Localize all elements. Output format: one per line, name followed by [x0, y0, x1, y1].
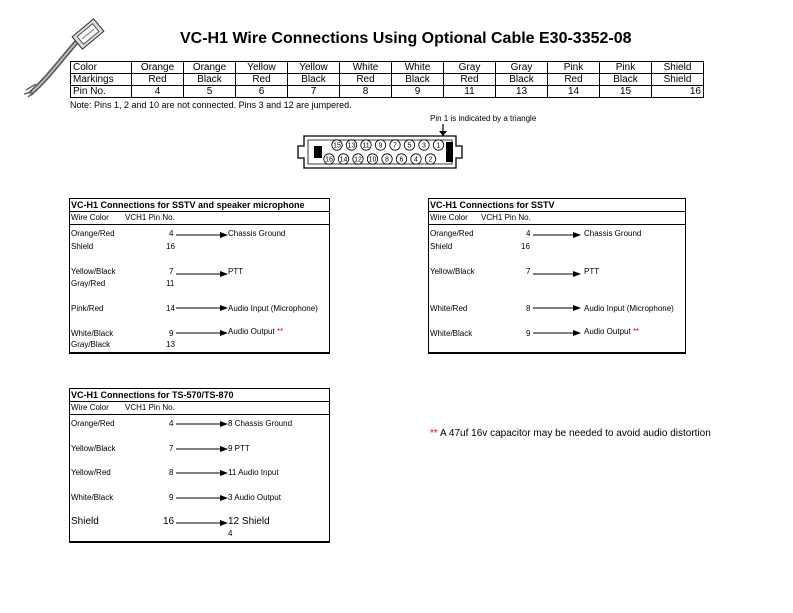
wire-label: Orange/Red: [71, 229, 115, 238]
pin-label: 4: [169, 419, 174, 428]
asterisk-marker: **: [276, 327, 284, 336]
table-cell: Pink: [548, 62, 600, 74]
sstv-speaker-mic-box: [69, 198, 330, 354]
pin-label: 14: [166, 304, 175, 313]
box-title: VC-H1 Connections for SSTV and speaker microphone: [70, 199, 329, 212]
pin-number: 7: [393, 142, 397, 150]
pin-label: 8: [526, 304, 531, 313]
table-cell: Yellow: [288, 62, 340, 74]
pin-number-header: VCH1 Pin No.: [125, 403, 175, 412]
arrow: [176, 518, 236, 528]
note-text: Note: Pins 1, 2 and 10 are not connected. Pins 3 and 12 are jumpered.: [70, 100, 352, 110]
wire-color-header: Wire Color: [71, 403, 109, 412]
table-cell: Orange: [132, 62, 184, 74]
connector-pin: [390, 140, 400, 150]
wire-label: Orange/Red: [71, 419, 115, 428]
destination-label: 12 Shield: [228, 516, 270, 527]
table-cell: Red: [132, 74, 184, 86]
pin-label: 7: [526, 267, 531, 276]
wire-label: White/Red: [430, 304, 468, 313]
connector-pin: [425, 154, 435, 164]
table-cell: 11: [444, 86, 496, 98]
table-cell: Shield: [652, 74, 704, 86]
wire-label: Shield: [71, 242, 94, 251]
table-cell: Red: [444, 74, 496, 86]
connector-pin: [353, 154, 363, 164]
wire-label: Yellow/Red: [71, 468, 111, 477]
ts570-ts870-box: [69, 388, 330, 543]
pin-number: 13: [347, 142, 356, 150]
arrow: [176, 468, 236, 478]
asterisk-marker: **: [632, 327, 640, 336]
wire-color-header: Wire Color: [71, 213, 109, 222]
box-column-headers: [429, 212, 685, 225]
footnote: [430, 428, 711, 439]
pin-number-header: VCH1 Pin No.: [481, 213, 531, 222]
table-cell: Pink: [600, 62, 652, 74]
table-row: [71, 74, 704, 86]
page-title: VC-H1 Wire Connections Using Optional Cable E30-3352-08: [180, 30, 632, 47]
wire-label: Pink/Red: [71, 304, 104, 313]
destination-text: Audio Output: [584, 327, 631, 336]
table-cell: 5: [184, 86, 236, 98]
wire-label: White/Black: [71, 329, 114, 338]
pin-label: 13: [166, 340, 175, 349]
pin-number: 2: [428, 156, 433, 164]
connector-pin: [332, 140, 342, 150]
pin-number: 1: [436, 142, 441, 150]
table-cell: Black: [600, 74, 652, 86]
destination-extra-pin: 4: [228, 529, 233, 538]
table-cell: Black: [184, 74, 236, 86]
table-cell: 13: [496, 86, 548, 98]
destination-label: Chassis Ground: [228, 229, 286, 238]
destination-label: [228, 327, 283, 336]
pin-number: 10: [368, 156, 377, 164]
wire-color-header: Wire Color: [430, 213, 468, 222]
wire-color-table: [70, 61, 704, 98]
pin1-note: Pin 1 is indicated by a triangle: [430, 114, 537, 123]
table-row: [71, 62, 704, 74]
footnote-text: A 47uf 16v capacitor may be needed to avoid audio distortion: [440, 428, 711, 439]
connector-pin: [411, 154, 421, 164]
table-cell: 6: [236, 86, 288, 98]
box-title: VC-H1 Connections for SSTV: [429, 199, 685, 212]
connector-pin: [419, 140, 429, 150]
table-cell: 14: [548, 86, 600, 98]
table-cell: White: [340, 62, 392, 74]
connector-pin: [404, 140, 414, 150]
table-cell: Gray: [496, 62, 548, 74]
pin-number-header: VCH1 Pin No.: [125, 213, 175, 222]
destination-label: PTT: [584, 267, 600, 276]
destination-label: Audio Input (Microphone): [584, 304, 674, 313]
pin-number: 8: [385, 156, 389, 164]
row-label: Markings: [71, 74, 132, 86]
wire-label: White/Black: [430, 329, 473, 338]
pin-label: 9: [526, 329, 531, 338]
pin-label: 16: [163, 516, 175, 527]
pin-label: 9: [169, 493, 174, 502]
connector-pin: [361, 140, 371, 150]
destination-label: 8 Chassis Ground: [228, 419, 293, 428]
table-cell: 16: [652, 86, 704, 98]
wire-label: Shield: [71, 516, 99, 527]
wire-label: Gray/Black: [71, 340, 111, 349]
destination-text: Audio Output: [228, 327, 275, 336]
pin-number: 3: [422, 142, 426, 150]
table-cell: 8: [340, 86, 392, 98]
connector-pin: [433, 140, 443, 150]
destination-label: PTT: [228, 267, 244, 276]
table-cell: 4: [132, 86, 184, 98]
box-column-headers: [70, 402, 329, 415]
pin-number: 9: [378, 142, 383, 150]
connector-diagram: [290, 122, 470, 174]
connector-pin: [382, 154, 392, 164]
pin-number: 6: [399, 156, 404, 164]
table-cell: Orange: [184, 62, 236, 74]
pin-label: 9: [169, 329, 174, 338]
table-cell: Yellow: [236, 62, 288, 74]
row-label: Color: [71, 62, 132, 74]
table-cell: Shield: [652, 62, 704, 74]
pin-label: 16: [521, 242, 530, 251]
table-cell: Black: [392, 74, 444, 86]
wire-label: Shield: [430, 242, 453, 251]
pin-number: 11: [362, 142, 370, 150]
connector-pin: [367, 154, 377, 164]
arrow: [176, 444, 236, 454]
pin-label: 7: [169, 444, 174, 453]
connector-pin: [346, 140, 356, 150]
pin-number: 12: [354, 156, 362, 164]
wire-label: Gray/Red: [71, 279, 106, 288]
destination-label: 3 Audio Output: [228, 493, 281, 502]
table-cell: Red: [236, 74, 288, 86]
sstv-box: [428, 198, 686, 354]
destination-label: [584, 327, 639, 336]
table-row: [71, 86, 704, 98]
table-cell: 7: [288, 86, 340, 98]
arrow: [176, 493, 236, 503]
connector-pin: [338, 154, 348, 164]
table-cell: Red: [548, 74, 600, 86]
table-cell: 15: [600, 86, 652, 98]
box-title: VC-H1 Connections for TS-570/TS-870: [70, 389, 329, 402]
pin-number: 16: [325, 156, 333, 164]
table-cell: Gray: [444, 62, 496, 74]
arrow: [176, 419, 236, 429]
destination-label: Audio Input (Microphone): [228, 304, 318, 313]
table-cell: Red: [340, 74, 392, 86]
wire-label: Yellow/Black: [430, 267, 475, 276]
destination-label: Chassis Ground: [584, 229, 642, 238]
wire-label: White/Black: [71, 493, 114, 502]
pin-label: 7: [169, 267, 174, 276]
destination-label: 9 PTT: [228, 444, 250, 453]
pin-number: 4: [414, 156, 418, 164]
pin-label: 8: [169, 468, 174, 477]
table-cell: 9: [392, 86, 444, 98]
wire-label: Orange/Red: [430, 229, 474, 238]
row-label: Pin No.: [71, 86, 132, 98]
asterisk-marker: **: [430, 428, 438, 439]
pin-number: 5: [407, 142, 412, 150]
pin-label: 16: [166, 242, 175, 251]
connector-pin: [324, 154, 334, 164]
pin-label: 11: [166, 279, 175, 288]
wire-label: Yellow/Black: [71, 267, 116, 276]
destination-label: 11 Audio Input: [228, 468, 279, 477]
pin-label: 4: [169, 229, 174, 238]
connector-pin: [396, 154, 406, 164]
pin-number: 14: [339, 156, 348, 164]
pin-label: 4: [526, 229, 531, 238]
wire-label: Yellow/Black: [71, 444, 116, 453]
pin-number: 15: [333, 142, 341, 150]
table-cell: White: [392, 62, 444, 74]
box-column-headers: [70, 212, 329, 225]
table-cell: Black: [288, 74, 340, 86]
table-cell: Black: [496, 74, 548, 86]
connector-pin: [375, 140, 385, 150]
